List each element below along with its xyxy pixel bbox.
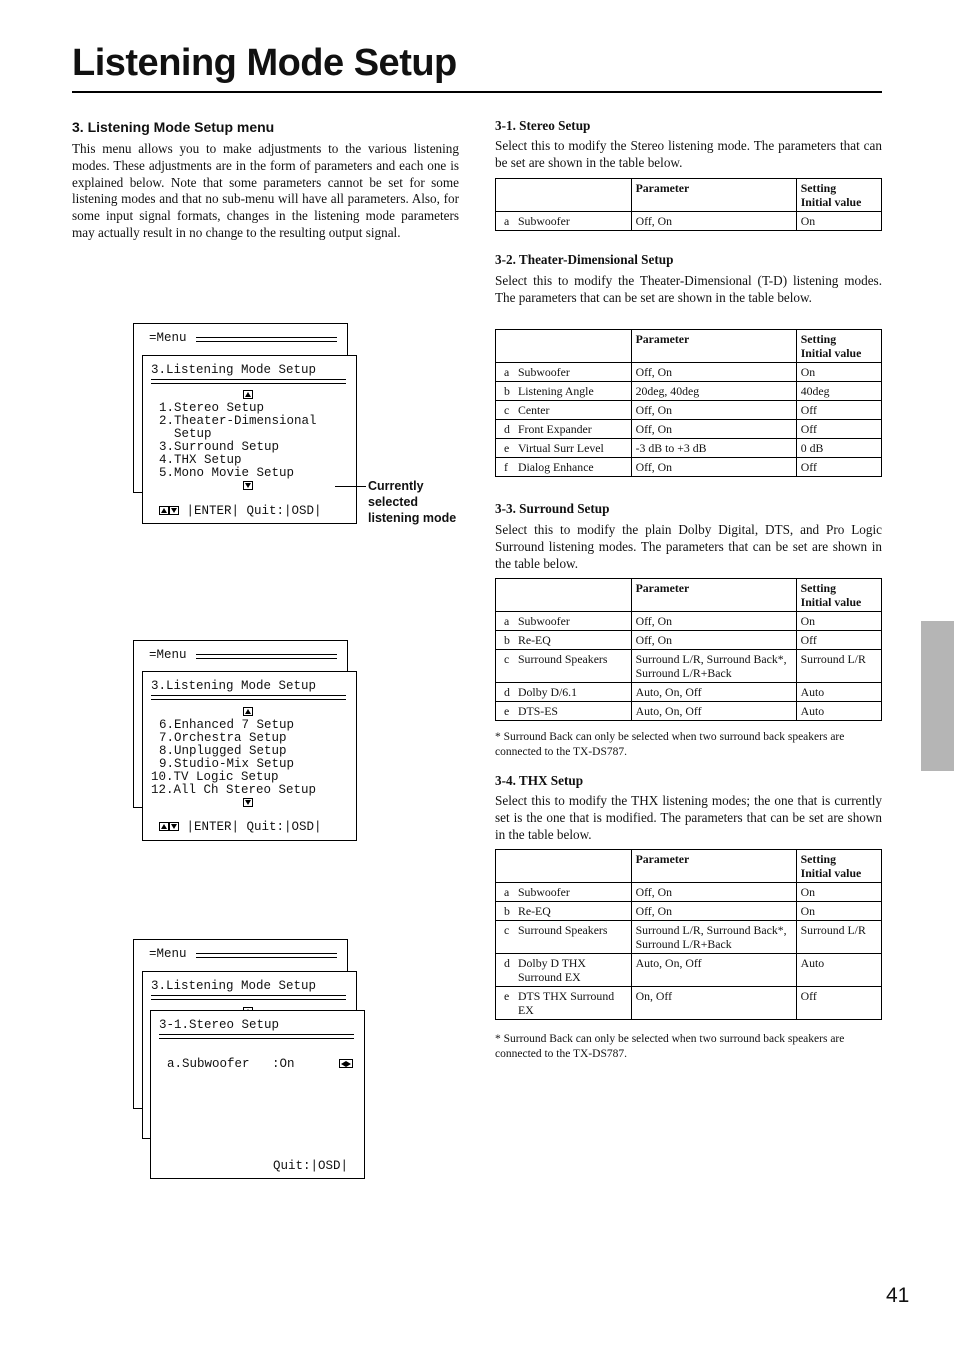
param-name: Dolby D/6.1 [518,685,577,699]
header-blank [496,579,632,612]
osd-menu-back-1: =Menu [133,323,348,493]
section-text-surround: Select this to modify the plain Dolby Digital, DTS, and Pro Logic Surround listening modes. The parameters that can be set are shown in the table below. [495,522,882,571]
param-letter: f [504,460,508,474]
section-text-stereo: Select this to modify the Stereo listening mode. The parameters that can be set are shown in the table below. [495,138,882,170]
osd-menu-back-3: =Menu [133,939,348,1109]
table-row [496,439,882,458]
thx-footnote: * Surround Back can only be selected when two surround back speakers are connected to the TX-DS787. [495,1033,845,1060]
header-setting-label: Setting [800,581,837,595]
param-cell [496,612,632,631]
header-parameter: Parameter [631,850,796,883]
table-row [496,650,882,683]
surround-parameter-table [495,578,882,721]
left-right-key-icon [339,1059,353,1068]
initial-value-cell: On [796,902,881,921]
osd-list-item: 8.Unplugged Setup [159,744,287,758]
param-cell [496,650,632,683]
table-row [496,612,882,631]
scroll-up-icon [243,390,253,399]
setting-cell: Off, On [631,401,796,420]
table-row [496,902,882,921]
osd-nav-hint: |ENTER| Quit:|OSD| [186,504,322,518]
table-row [496,401,882,420]
osd-menu-label: Menu [156,331,187,345]
param-cell [496,987,632,1020]
param-cell [496,401,632,420]
param-cell [496,683,632,702]
up-key-icon [159,822,169,831]
param-name: Surround Speakers [518,652,608,666]
param-cell [496,902,632,921]
down-key-icon [169,506,179,515]
setting-cell: Off, On [631,212,796,231]
osd-list-item: 4.THX Setup [159,453,242,467]
osd-menu-back-2: =Menu [133,640,348,808]
callout-line-2: selected [368,495,419,509]
header-initial-label: Initial value [800,866,862,880]
table-row [496,921,882,954]
table-row [496,702,882,721]
setting-cell: Auto, On, Off [631,683,796,702]
initial-value-cell: Off [796,987,881,1020]
param-name: Surround Speakers [518,923,608,937]
param-name: Subwoofer [518,214,570,228]
param-cell [496,363,632,382]
param-letter: d [504,422,510,436]
initial-value-cell: 0 dB [796,439,881,458]
callout-line [335,486,366,487]
osd-list-item: 6.Enhanced 7 Setup [159,718,295,732]
table-row [496,631,882,650]
osd-stereo-setup [150,1010,365,1179]
param-cell [496,212,632,231]
osd-submenu-title: 3.Listening Mode Setup [151,363,317,377]
param-letter: d [504,685,510,699]
initial-value-cell: On [796,363,881,382]
callout-line-3: listening mode [368,511,457,525]
param-letter: a [504,614,510,628]
param-name: Subwoofer [518,885,570,899]
osd-rule [196,337,337,342]
osd-rule [196,654,337,659]
param-name: DTS THX Surround EX [518,989,615,1017]
osd-submenu-2 [142,671,357,841]
param-cell [496,420,632,439]
scroll-down-icon [243,798,253,807]
osd-list-item: 3.Surround Setup [159,440,280,454]
section-title-thx: 3-4. THX Setup [495,773,584,788]
param-letter: b [504,633,510,647]
osd-list-item: 9.Studio-Mix Setup [159,757,295,771]
header-setting-label: Setting [800,332,837,346]
param-letter: b [504,904,510,918]
table-row [496,987,882,1020]
header-setting [796,850,881,883]
header-setting [796,579,881,612]
header-setting [796,330,881,363]
table-row [496,683,882,702]
initial-value-cell: Auto [796,954,881,987]
osd-submenu-title: 3.Listening Mode Setup [151,679,317,693]
table-header-row [496,179,882,212]
setting-cell: Off, On [631,458,796,477]
osd-submenu-1 [142,355,357,524]
setting-cell: Off, On [631,902,796,921]
param-name: Re-EQ [518,633,551,647]
param-name: DTS-ES [518,704,558,718]
callout-label [368,478,456,526]
osd-rule [196,953,337,958]
thx-parameter-table [495,849,882,1020]
setting-cell: Auto, On, Off [631,954,796,987]
osd-rule [151,695,346,700]
page-number: 41 [886,1284,910,1307]
header-blank [496,850,632,883]
setting-cell: Off, On [631,420,796,439]
param-name: Subwoofer [518,365,570,379]
osd-list-item: 2.Theater-Dimensional [159,414,317,428]
table-row [496,212,882,231]
table-row [496,883,882,902]
initial-value-cell: Auto [796,683,881,702]
osd-nav-hint: |ENTER| Quit:|OSD| [186,820,322,834]
param-letter: d [504,956,510,970]
initial-value-cell: Off [796,401,881,420]
section-text-theater-dimensional: Select this to modify the Theater-Dimensional (T-D) listening modes. The parameters that can be set are shown in the table below. [495,273,882,305]
osd-list-item: 7.Orchestra Setup [159,731,287,745]
setting-cell: Auto, On, Off [631,702,796,721]
osd-rule [159,1034,354,1039]
side-tab [921,621,954,771]
initial-value-cell: Off [796,631,881,650]
param-name: Listening Angle [518,384,594,398]
param-name: Re-EQ [518,904,551,918]
initial-value-cell: Off [796,420,881,439]
setting-cell: Surround L/R, Surround Back*, Surround L/R+Back [631,921,796,954]
initial-value-cell: Surround L/R [796,650,881,683]
table-row [496,954,882,987]
param-name: Center [518,403,550,417]
param-letter: b [504,384,510,398]
param-name: Subwoofer [518,614,570,628]
header-initial-label: Initial value [800,346,862,360]
section-title-theater-dimensional: 3-2. Theater-Dimensional Setup [495,252,674,267]
initial-value-cell: On [796,612,881,631]
osd-rule [151,379,346,384]
table-header-row [496,330,882,363]
osd-submenu-title: 3.Listening Mode Setup [151,979,317,993]
theater-dimensional-parameter-table [495,329,882,477]
param-cell [496,631,632,650]
osd-list-item: 1.Stereo Setup [159,401,265,415]
scroll-up-icon [243,707,253,716]
intro-paragraph: This menu allows you to make adjustments to the various listening modes. These adjustments are in the form of parameters and each one is explained below. Note that some parameters cannot be set for some listening modes and that no sub-menu will have all parameters. Also, for some input signal formats, changes in the listening mode parameters may actually result in no change to the resulting output signal. [72,141,459,240]
setting-cell: On, Off [631,987,796,1020]
setting-cell: Off, On [631,612,796,631]
callout-line-1: Currently [368,479,424,493]
initial-value-cell: On [796,883,881,902]
param-letter: a [504,365,510,379]
param-cell [496,954,632,987]
header-setting [796,179,881,212]
osd-list-item: 12.All Ch Stereo Setup [151,783,317,797]
param-name: Dolby D THX Surround EX [518,956,586,984]
osd-list-item: 10.TV Logic Setup [151,770,279,784]
initial-value-cell: Off [796,458,881,477]
osd-list-item: 5.Mono Movie Setup [159,466,295,480]
setting-cell: Surround L/R, Surround Back*, Surround L/R+Back [631,650,796,683]
param-cell [496,702,632,721]
section-title-surround: 3-3. Surround Setup [495,501,610,516]
surround-footnote: * Surround Back can only be selected when two surround back speakers are connected to the TX-DS787. [495,731,845,758]
setting-cell: Off, On [631,883,796,902]
param-letter: e [504,989,510,1003]
table-row [496,363,882,382]
initial-value-cell: Auto [796,702,881,721]
header-setting-label: Setting [800,852,837,866]
osd-menu-label: Menu [156,648,187,662]
table-header-row [496,579,882,612]
osd-quit-hint: Quit:|OSD| [273,1159,349,1173]
stereo-parameter-table [495,178,882,231]
initial-value-cell: On [796,212,881,231]
table-row [496,382,882,401]
header-initial-label: Initial value [800,195,862,209]
up-key-icon [159,506,169,515]
header-parameter: Parameter [631,179,796,212]
param-letter: c [504,652,510,666]
param-letter: e [504,441,510,455]
param-letter: c [504,403,510,417]
initial-value-cell: 40deg [796,382,881,401]
param-cell [496,458,632,477]
section-heading: 3. Listening Mode Setup menu [72,119,275,135]
osd-stereo-title: 3-1.Stereo Setup [159,1018,280,1032]
header-blank [496,330,632,363]
param-cell [496,382,632,401]
osd-rule [151,995,346,1000]
param-letter: e [504,704,510,718]
param-letter: a [504,885,510,899]
title-rule [72,91,882,93]
page-title: Listening Mode Setup [72,42,457,84]
setting-cell: -3 dB to +3 dB [631,439,796,458]
setting-cell: Off, On [631,363,796,382]
param-name: Front Expander [518,422,592,436]
setting-cell: 20deg, 40deg [631,382,796,401]
osd-stereo-item: a.Subwoofer :On [167,1057,295,1071]
table-header-row [496,850,882,883]
scroll-down-icon [243,481,253,490]
osd-menu-label: Menu [156,947,187,961]
down-key-icon [169,822,179,831]
section-title-stereo: 3-1. Stereo Setup [495,118,591,133]
table-row [496,458,882,477]
header-setting-label: Setting [800,181,837,195]
section-text-thx: Select this to modify the THX listening modes; the one that is currently set is the one that is modified. The parameters that can be set are shown in the table below. [495,793,882,842]
header-initial-label: Initial value [800,595,862,609]
header-parameter: Parameter [631,579,796,612]
param-letter: c [504,923,510,937]
setting-cell: Off, On [631,631,796,650]
param-cell [496,921,632,954]
header-blank [496,179,632,212]
header-parameter: Parameter [631,330,796,363]
param-name: Virtual Surr Level [518,441,604,455]
table-row [496,420,882,439]
initial-value-cell: Surround L/R [796,921,881,954]
param-letter: a [504,214,510,228]
param-name: Dialog Enhance [518,460,594,474]
param-cell [496,439,632,458]
osd-list-item: Setup [159,427,212,441]
param-cell [496,883,632,902]
